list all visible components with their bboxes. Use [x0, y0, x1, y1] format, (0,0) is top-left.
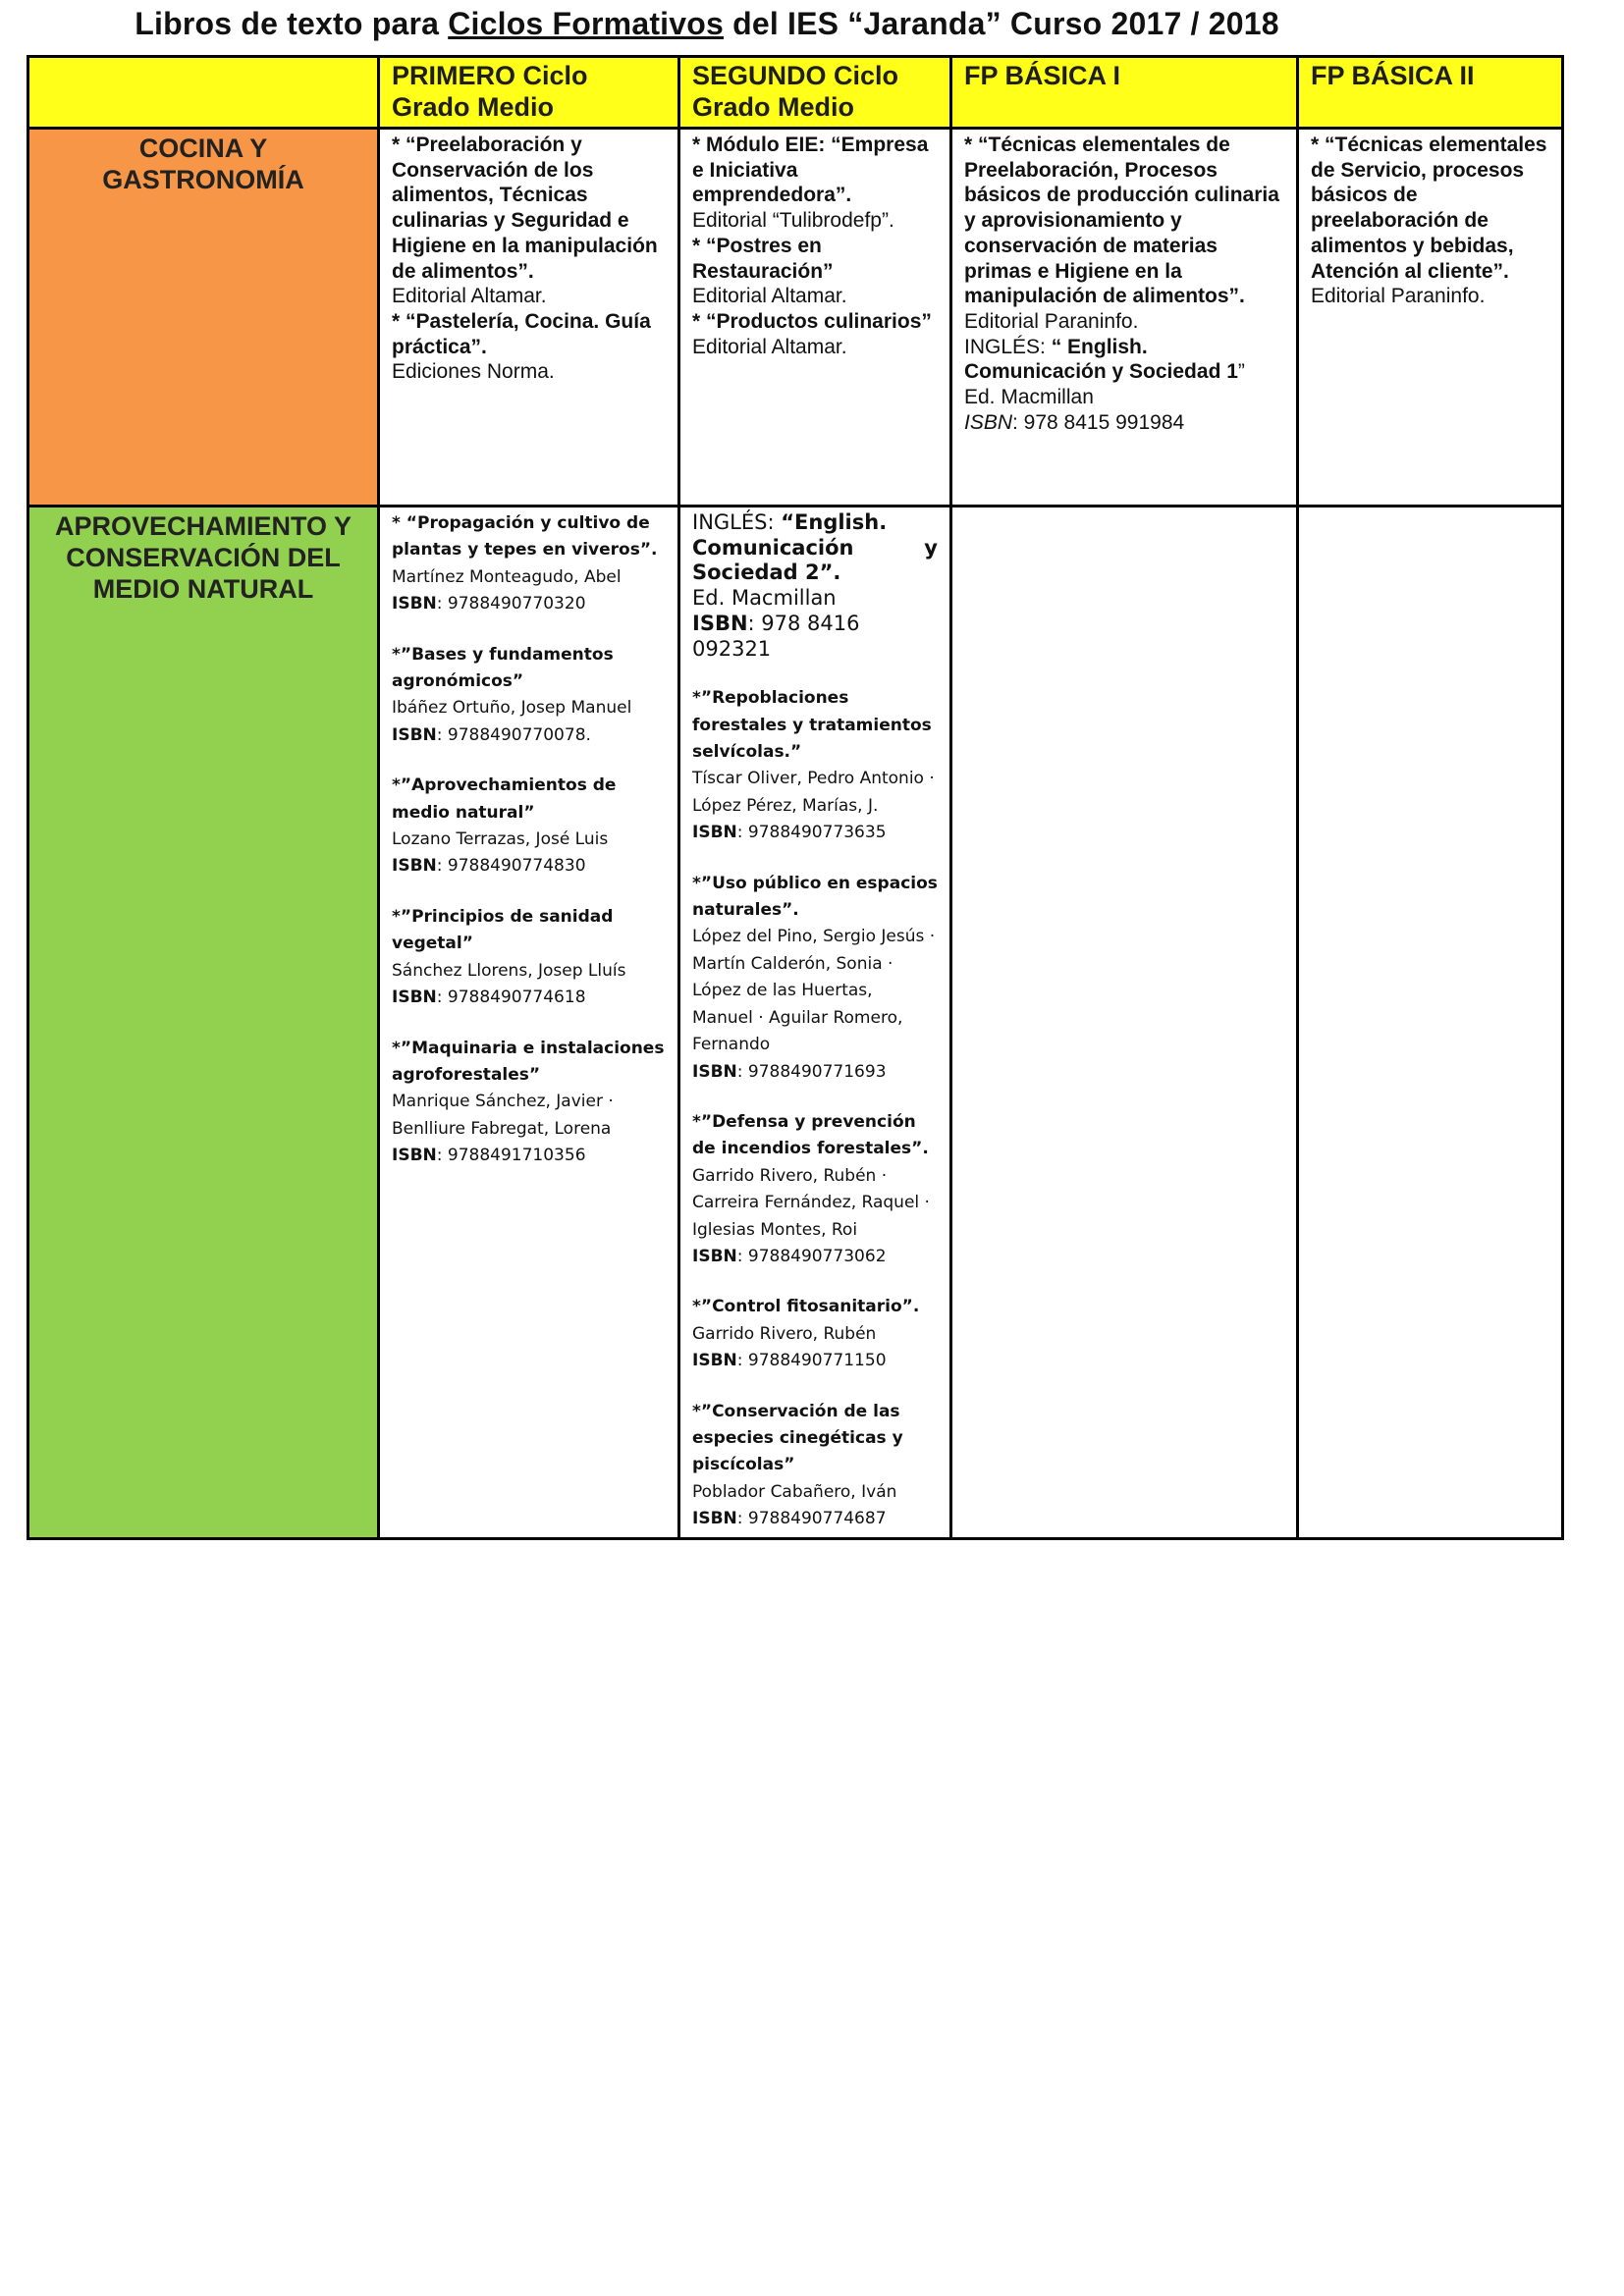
- book-title: * “Postres en Restauración”: [692, 234, 834, 283]
- book-entry: [692, 1294, 938, 1374]
- row-cocina: [28, 129, 1563, 507]
- isbn-label: ISBN: [692, 611, 748, 635]
- row-medio-natural: [28, 507, 1563, 1539]
- book-entry: [692, 1399, 938, 1533]
- isbn-value: : 9788490773635: [736, 823, 887, 843]
- book-author: Manrique Sánchez, Javier · Benlliure Fabregat, Lorena: [392, 1092, 614, 1139]
- category-cocina: COCINA Y GASTRONOMÍA: [28, 129, 379, 507]
- book-publisher: Editorial Altamar.: [692, 335, 847, 358]
- isbn-label: ISBN: [692, 1061, 737, 1082]
- book-title: * Módulo EIE: “Empresa e Iniciativa emprendedora”.: [692, 133, 929, 207]
- book-entry: [392, 773, 666, 881]
- cell-cocina-fp1: [951, 129, 1298, 507]
- book-author: Sánchez Llorens, Josep Lluís: [392, 960, 626, 981]
- book-title: * “Pastelería, Cocina. Guía práctica”.: [392, 309, 651, 358]
- book-title: *”Conservación de las especies cinegéticas y piscícolas”: [692, 1401, 903, 1475]
- header-primero: PRIMERO Ciclo Grado Medio: [379, 57, 679, 129]
- isbn-value: : 9788490774618: [436, 988, 586, 1008]
- ingles-title-line-2: [692, 536, 938, 561]
- book-entry: [692, 685, 938, 846]
- book-title: *”Control fitosanitario”.: [692, 1297, 920, 1317]
- book-author: Tíscar Oliver, Pedro Antonio · López Pérez, Marías, J.: [692, 769, 935, 816]
- book-publisher: Ed. Macmillan: [692, 586, 837, 611]
- ingles-label: INGLÉS:: [692, 510, 782, 534]
- header-row: [28, 57, 1563, 129]
- ingles-title-line-3: Sociedad 2”.: [692, 561, 841, 585]
- book-title: *”Uso público en espacios naturales”.: [692, 873, 938, 921]
- book-entry: [392, 642, 666, 750]
- book-entry: [692, 871, 938, 1086]
- book-title: * “Técnicas elementales de Servicio, procesos básicos de preelaboración de alimentos y bebidas, Atención al cliente”.: [1311, 133, 1547, 283]
- isbn-value: : 9788490771693: [736, 1061, 887, 1082]
- book-author: Martínez Monteagudo, Abel: [392, 566, 622, 587]
- isbn-value: : 9788490774687: [736, 1509, 887, 1529]
- book-title: *”Principios de sanidad vegetal”: [392, 906, 614, 954]
- isbn-value: : 9788491710356: [436, 1146, 586, 1166]
- book-author: Poblador Cabañero, Iván: [692, 1481, 897, 1502]
- book-title: *”Defensa y prevención de incendios forestales”.: [692, 1111, 929, 1159]
- book-entry: [392, 1036, 666, 1170]
- isbn-value: : 9788490770078.: [436, 724, 591, 745]
- isbn-label: ISBN: [392, 988, 437, 1008]
- cell-cocina-segundo: [679, 129, 951, 507]
- cell-medio-fp1-empty: [951, 507, 1298, 1539]
- book-title: * “Preelaboración y Conservación de los alimentos, Técnicas culinarias y Seguridad e Higiene en la manipulación de alimentos”.: [392, 133, 658, 283]
- ingles-title-line-1: “English.: [781, 510, 888, 534]
- isbn-label: ISBN: [692, 1246, 737, 1266]
- book-author: Ibáñez Ortuño, Josep Manuel: [392, 698, 632, 719]
- book-title: * “Técnicas elementales de Preelaboración, Procesos básicos de producción culinaria y aprovisionamiento y conservación de materias primas e Higiene en la manipulación de alimentos”.: [964, 133, 1279, 308]
- book-publisher: Editorial “Tulibrodefp”.: [692, 209, 894, 233]
- cell-medio-fp2-empty: [1298, 507, 1563, 1539]
- header-fp-basica-1: FP BÁSICA I: [951, 57, 1298, 129]
- book-publisher: Ediciones Norma.: [392, 360, 555, 384]
- book-author: Garrido Rivero, Rubén: [692, 1323, 877, 1344]
- cell-medio-segundo: [679, 507, 951, 1539]
- book-title: * “Propagación y cultivo de plantas y tepes en viveros”.: [392, 513, 658, 561]
- isbn-label: ISBN: [392, 1146, 437, 1166]
- ingles-entry: [692, 510, 938, 662]
- book-title: *”Bases y fundamentos agronómicos”: [392, 644, 614, 692]
- isbn-label: ISBN: [392, 724, 437, 745]
- isbn-label: ISBN: [392, 594, 437, 614]
- book-title: *”Maquinaria e instalaciones agroforestales”: [392, 1038, 665, 1085]
- book-title: *”Aprovechamientos de medio natural”: [392, 775, 617, 823]
- ingles-quote: ”: [1237, 360, 1245, 384]
- isbn-label: ISBN: [964, 410, 1013, 434]
- isbn-value: : 9788490770320: [436, 594, 586, 614]
- book-publisher: Editorial Altamar.: [392, 285, 547, 308]
- book-author: López del Pino, Sergio Jesús · Martín Calderón, Sonia · López de las Huertas, Manuel · Aguilar Romero, Fernando: [692, 927, 936, 1055]
- isbn-label: ISBN: [692, 1351, 737, 1371]
- isbn-value: : 978 8415 991984: [1012, 410, 1185, 434]
- isbn-label: ISBN: [392, 856, 437, 877]
- page-title: [0, 6, 1414, 42]
- book-publisher: Editorial Altamar.: [692, 285, 847, 308]
- ingles-title-word: Comunicación: [692, 535, 854, 560]
- book-title: * “Productos culinarios”: [692, 309, 932, 333]
- cell-cocina-primero: [379, 129, 679, 507]
- book-publisher: Editorial Paraninfo.: [1311, 285, 1486, 308]
- category-medio-natural: APROVECHAMIENTO Y CONSERVACIÓN DEL MEDIO NATURAL: [28, 507, 379, 1539]
- book-publisher: Editorial Paraninfo.: [964, 309, 1139, 333]
- header-fp-basica-2: FP BÁSICA II: [1298, 57, 1563, 129]
- book-author: Lozano Terrazas, José Luis: [392, 829, 609, 850]
- title-part-3: del IES “Jaranda” Curso 2017 / 2018: [724, 6, 1279, 41]
- isbn-value: : 9788490773062: [736, 1246, 887, 1266]
- header-segundo: SEGUNDO Ciclo Grado Medio: [679, 57, 951, 129]
- book-title: *”Repoblaciones forestales y tratamientos selvícolas.”: [692, 688, 932, 763]
- book-entry: [692, 1109, 938, 1270]
- ingles-title-word: y: [924, 535, 938, 560]
- ingles-label: INGLÉS:: [964, 335, 1052, 358]
- book-entry: [392, 510, 666, 618]
- isbn-label: ISBN: [692, 1509, 737, 1529]
- book-author: Garrido Rivero, Rubén · Carreira Fernández, Raquel · Iglesias Montes, Roi: [692, 1165, 930, 1240]
- textbook-table: [27, 55, 1564, 1540]
- isbn-value: : 9788490774830: [436, 856, 586, 877]
- header-empty-cell: [28, 57, 379, 129]
- book-publisher: Ed. Macmillan: [964, 386, 1094, 409]
- cell-medio-primero: [379, 507, 679, 1539]
- title-part-1: Libros de texto para: [135, 6, 449, 41]
- title-part-2: Ciclos Formativos: [448, 6, 725, 41]
- isbn-value: : 978 8416 092321: [692, 611, 860, 661]
- book-entry: [392, 904, 666, 1012]
- isbn-label: ISBN: [692, 823, 737, 843]
- isbn-value: : 9788490771150: [736, 1351, 887, 1371]
- cell-cocina-fp2: [1298, 129, 1563, 507]
- ingles-book-title: “ English. Comunicación y Sociedad 1: [964, 335, 1238, 384]
